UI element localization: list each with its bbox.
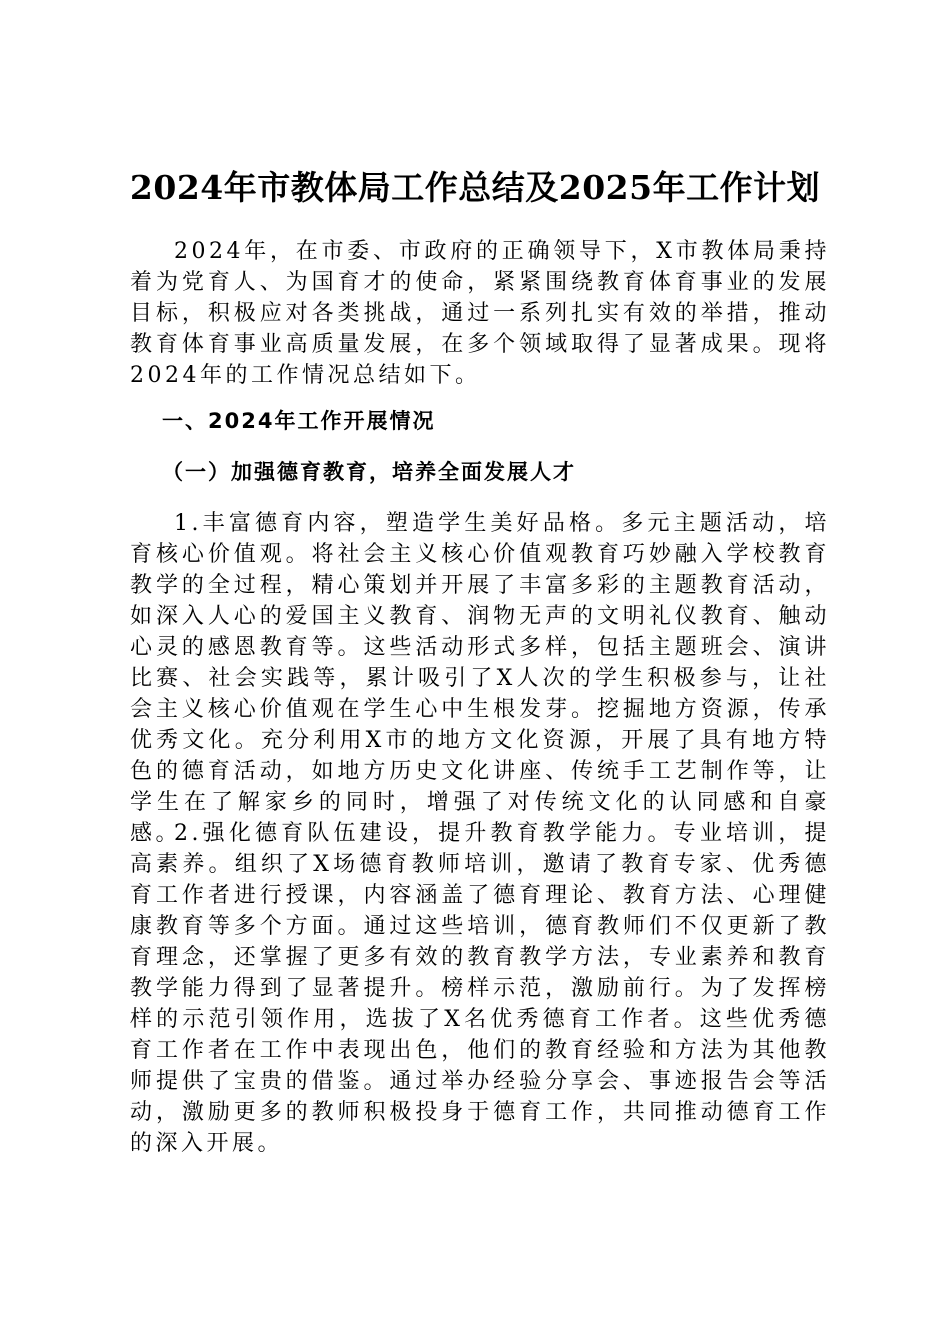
item-2-block (130, 818, 830, 1159)
document-title: 2024年市教体局工作总结及2025年工作计划 (129, 168, 821, 207)
item-1-paragraph: 1.丰富德育内容，塑造学生美好品格。多元主题活动，培育核心价值观。将社会主义核心价值观教育巧妙融入学校教育教学的全过程，精心策划并开展了丰富多彩的主题教育活动，如深入人心的爱国主义教育、润物无声的文明礼仪教育、触动心灵的感恩教育等。这些活动形式多样，包括主题班会、演讲比赛、社会实践等，累计吸引了X人次的学生积极参与，让社会主义核心价值观在学生心中生根发芽。挖掘地方资源，传承优秀文化。充分利用X市的地方文化资源，开展了具有地方特色的德育活动，如地方历史文化讲座、传统手工艺制作等，让学生在了解家乡的同时，增强了对传统文化的认同感和自豪感。 (130, 511, 830, 846)
intro-paragraph: 2024年，在市委、市政府的正确领导下，X市教体局秉持着为党育人、为国育才的使命，紧紧围绕教育体育事业的发展目标，积极应对各类挑战，通过一系列扎实有效的举措，推动教育体育事业高质量发展，在多个领域取得了显著成果。现将2024年的工作情况总结如下。 (130, 239, 830, 388)
item-1-block (130, 508, 830, 849)
item-2-paragraph: 2.强化德育队伍建设，提升教育教学能力。专业培训，提高素养。组织了X场德育教师培训，邀请了教育专家、优秀德育工作者进行授课，内容涵盖了德育理论、教育方法、心理健康教育等多个方面。通过这些培训，德育教师们不仅更新了教育理念，还掌握了更多有效的教育教学方法，专业素养和教育教学能力得到了显著提升。榜样示范，激励前行。为了发挥榜样的示范引领作用，选拔了X名优秀德育工作者。这些优秀德育工作者在工作中表现出色，他们的教育经验和方法为其他教师提供了宝贵的借鉴。通过举办经验分享会、事迹报告会等活动，激励更多的教师积极投身于德育工作，共同推动德育工作的深入开展。 (130, 821, 830, 1156)
subsection-heading: （一）加强德育教育，培养全面发展人才 (162, 460, 576, 484)
intro-paragraph-block (130, 236, 830, 391)
section-heading: 一、2024年工作开展情况 (162, 409, 436, 433)
